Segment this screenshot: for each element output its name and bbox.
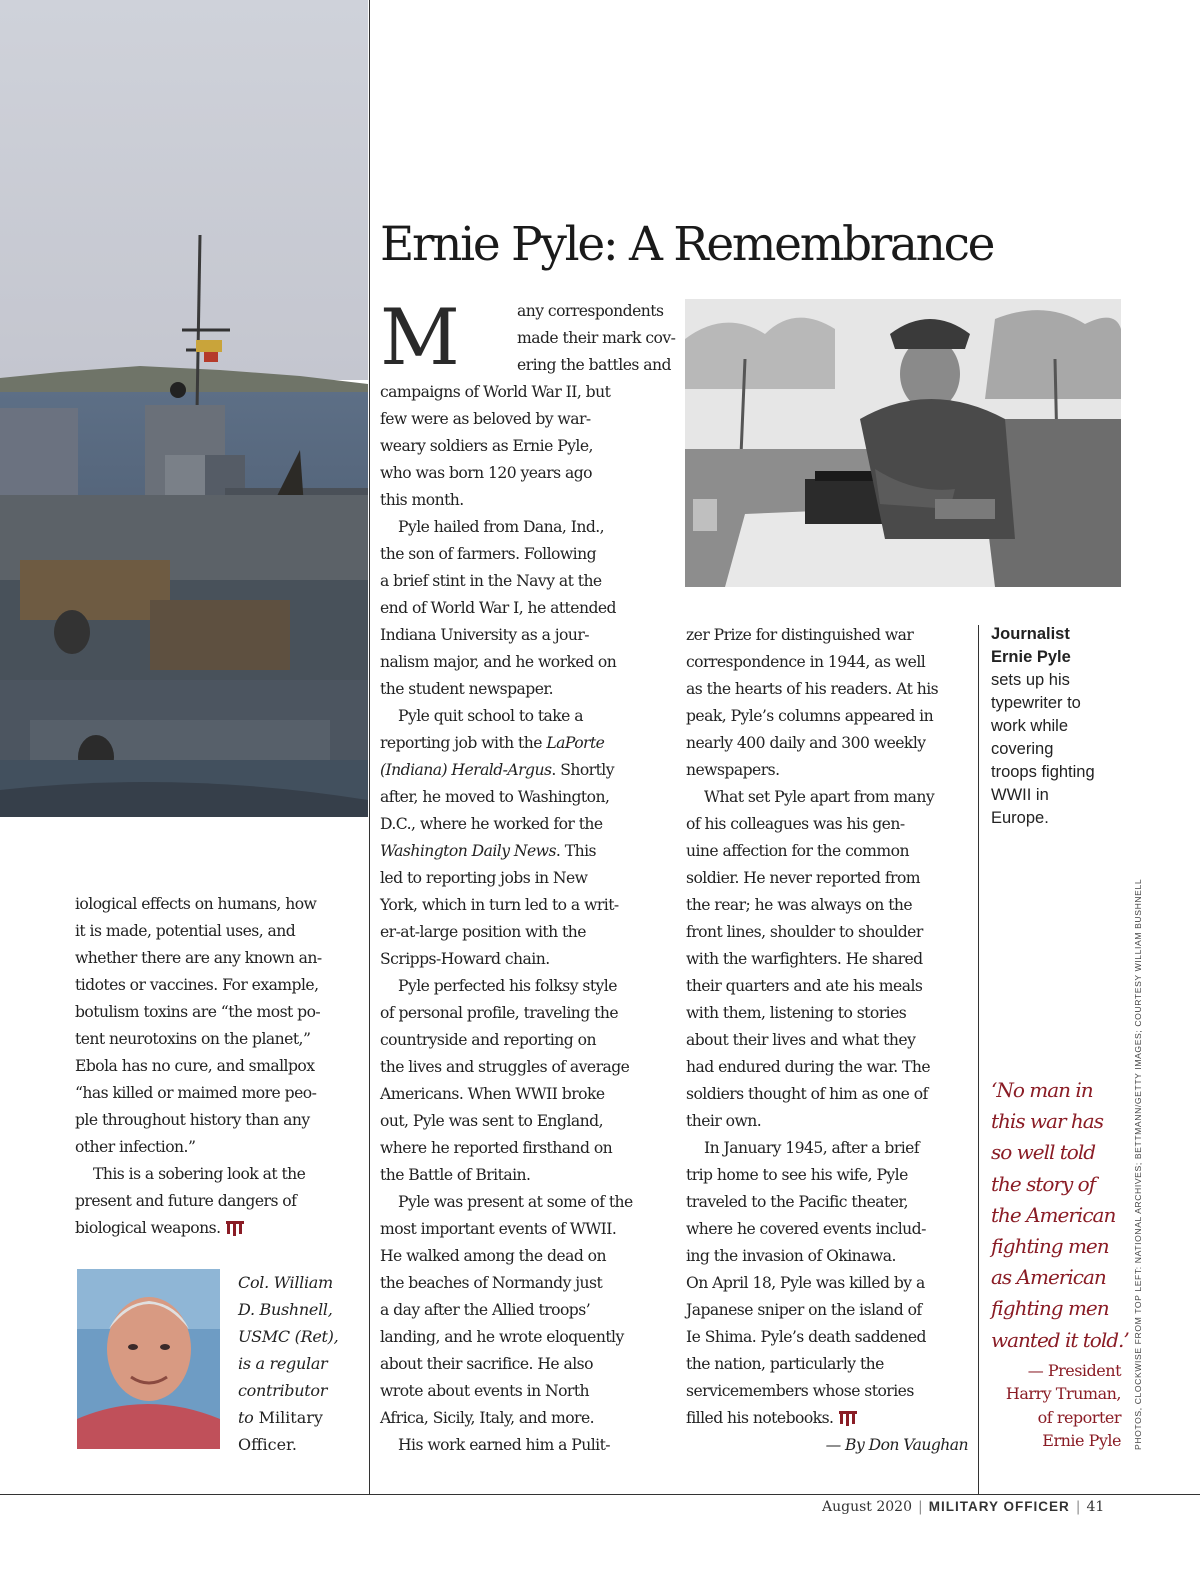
author-photo: [77, 1269, 220, 1449]
text-line: a day after the Allied troops’: [380, 1301, 591, 1319]
text-line: [75, 1215, 360, 1242]
text-line: newspapers.: [686, 761, 780, 779]
text-line: countryside and reporting on: [380, 1031, 596, 1049]
bio-line: is a regular: [238, 1354, 328, 1373]
quote-line: fighting men: [991, 1296, 1109, 1321]
text-line: Pyle hailed from Dana, Ind.,: [398, 518, 605, 536]
landing-craft-photo: [0, 0, 368, 817]
text-line: this month.: [380, 491, 464, 509]
ernie-pyle-photo: [685, 299, 1121, 587]
text-line: their own.: [686, 1112, 762, 1130]
paragraph: [75, 1161, 360, 1242]
text-line: led to reporting jobs in New: [380, 869, 588, 887]
text-line: His work earned him a Pulit-: [398, 1436, 611, 1454]
paragraph: [380, 514, 670, 703]
text-line: the student newspaper.: [380, 680, 553, 698]
text-line: the son of farmers. Following: [380, 545, 597, 563]
pull-quote-attribution: [991, 1359, 1121, 1453]
text-line: nalism major, and he worked on: [380, 653, 617, 671]
caption-lead: Ernie Pyle: [991, 648, 1071, 666]
pull-quote: [991, 1075, 1129, 1453]
text-line: On April 18, Pyle was killed by a: [686, 1274, 925, 1292]
text-line: He walked among the dead on: [380, 1247, 607, 1265]
bio-line: D. Bushnell,: [238, 1300, 333, 1319]
text-line: where he covered events includ-: [686, 1220, 926, 1238]
quote-line: ‘No man in: [991, 1078, 1093, 1102]
text-line: it is made, potential uses, and: [75, 922, 296, 940]
text-line: of personal profile, traveling the: [380, 1004, 619, 1022]
text-line: their quarters and ate his meals: [686, 977, 923, 995]
text-line: [686, 1405, 976, 1432]
text-line: Japanese sniper on the island of: [686, 1301, 922, 1319]
text-line: Scripps-Howard chain.: [380, 950, 550, 968]
text-line: This is a sobering look at the: [93, 1165, 306, 1183]
text-line: botulism toxins are “the most po-: [75, 1003, 321, 1021]
caption-line: typewriter to: [991, 694, 1081, 712]
quote-line: wanted it told.’: [991, 1327, 1129, 1352]
caption-line: troops fighting: [991, 763, 1095, 781]
text-line: about their sacrifice. He also: [380, 1355, 593, 1373]
column-rule-right: [978, 625, 979, 1494]
text-line: most important events of WWII.: [380, 1220, 617, 1238]
bio-line: Col. William: [238, 1273, 333, 1292]
text-line: where he reported firsthand on: [380, 1139, 613, 1157]
paragraph: [686, 622, 976, 784]
text-run: reporting job with the: [380, 734, 547, 752]
text-line: out, Pyle was sent to England,: [380, 1112, 603, 1130]
text-line: made their mark cov-: [517, 329, 676, 347]
paragraph: [380, 973, 670, 1189]
text-line: after, he moved to Washington,: [380, 788, 610, 806]
byline: [686, 1432, 968, 1459]
drop-cap: M: [380, 293, 460, 383]
photo-caption: [991, 623, 1121, 830]
attribution-line: Ernie Pyle: [1042, 1431, 1121, 1451]
text-line: correspondence in 1944, as well: [686, 653, 926, 671]
text-line: soldier. He never reported from: [686, 869, 921, 887]
text-line: Americans. When WWII broke: [380, 1085, 605, 1103]
text-line: “has killed or maimed more peo-: [75, 1084, 317, 1102]
text-run: . Shortly: [551, 761, 615, 779]
text-run: biological weapons.: [75, 1219, 221, 1237]
text-line: other infection.”: [75, 1138, 196, 1156]
text-line: [380, 730, 670, 757]
text-line: with the warfighters. He shared: [686, 950, 923, 968]
text-line: ple throughout history than any: [75, 1111, 310, 1129]
pull-quote-text: [991, 1075, 1129, 1356]
text-line: peak, Pyle’s columns appeared in: [686, 707, 934, 725]
text-line: uine affection for the common: [686, 842, 909, 860]
text-line: campaigns of World War II, but: [380, 383, 611, 401]
photo-credits: PHOTOS, CLOCKWISE FROM TOP LEFT: NATIONAL ARCHIVES; BETTMANN/GETTY IMAGES; COURTESY WILLIAM BUSHNELL: [1133, 878, 1143, 1450]
text-line: with them, listening to stories: [686, 1004, 907, 1022]
quote-line: as American: [991, 1265, 1106, 1290]
text-run: . This: [555, 842, 596, 860]
magazine-name: Military: [258, 1408, 323, 1427]
end-mark-icon: [839, 1411, 857, 1427]
text-line: Africa, Sicily, Italy, and more.: [380, 1409, 595, 1427]
text-line: the nation, particularly the: [686, 1355, 884, 1373]
text-line: the beaches of Normandy just: [380, 1274, 603, 1292]
text-line: about their lives and what they: [686, 1031, 916, 1049]
page-footer: [822, 1499, 1104, 1515]
newspaper-name: (Indiana) Herald-Argus: [380, 761, 552, 779]
bio-line: [238, 1404, 338, 1431]
bio-line: contributor: [238, 1381, 328, 1400]
author-bio: [238, 1269, 338, 1458]
quote-line: fighting men: [991, 1234, 1109, 1259]
text-line: the Battle of Britain.: [380, 1166, 531, 1184]
caption-lead: Journalist: [991, 625, 1070, 643]
text-line: front lines, shoulder to shoulder: [686, 923, 923, 941]
quote-line: so well told: [991, 1140, 1096, 1165]
quote-line: this war has: [991, 1109, 1103, 1134]
text-run: filled his notebooks.: [686, 1409, 834, 1427]
caption-line: covering: [991, 740, 1054, 758]
text-line: wrote about events in North: [380, 1382, 590, 1400]
attribution-line: Harry Truman,: [1005, 1384, 1121, 1404]
bio-text: to: [238, 1408, 254, 1427]
text-line: ering the battles and: [517, 356, 671, 374]
caption-line: Europe.: [991, 809, 1049, 827]
text-line: a brief stint in the Navy at the: [380, 572, 602, 590]
text-line: weary soldiers as Ernie Pyle,: [380, 437, 593, 455]
newspaper-name: Washington Daily News: [380, 842, 556, 860]
text-line: the lives and struggles of average: [380, 1058, 630, 1076]
text-line: Ebola has no cure, and smallpox: [75, 1057, 315, 1075]
text-line: York, which in turn led to a writ-: [380, 896, 619, 914]
text-line: What set Pyle apart from many: [704, 788, 935, 806]
text-line: as the hearts of his readers. At his: [686, 680, 939, 698]
paragraph: [75, 891, 360, 1161]
text-line: whether there are any known an-: [75, 949, 322, 967]
text-line: trip home to see his wife, Pyle: [686, 1166, 908, 1184]
footer-separator: |: [918, 1499, 923, 1515]
text-line: tidotes or vaccines. For example,: [75, 976, 319, 994]
issue-date: August 2020: [822, 1499, 912, 1515]
text-line: had endured during the war. The: [686, 1058, 931, 1076]
paragraph: [686, 784, 976, 1135]
text-line: zer Prize for distinguished war: [686, 626, 914, 644]
newspaper-name: LaPorte: [546, 734, 605, 752]
text-line: any correspondents: [517, 302, 664, 320]
article-column-2: [686, 622, 976, 1459]
text-line: In January 1945, after a brief: [704, 1139, 920, 1157]
text-line: Pyle perfected his folksy style: [398, 977, 617, 995]
text-line: Pyle was present at some of the: [398, 1193, 633, 1211]
text-line: ing the invasion of Okinawa.: [686, 1247, 896, 1265]
end-mark-icon: [226, 1221, 244, 1237]
attribution-line: — President: [1027, 1360, 1121, 1380]
text-line: end of World War I, he attended: [380, 599, 616, 617]
quote-line: the story of: [991, 1171, 1096, 1196]
text-line: Indiana University as a jour-: [380, 626, 590, 644]
attribution-line: of reporter: [1037, 1407, 1121, 1427]
text-line: tent neurotoxins on the planet,”: [75, 1030, 311, 1048]
text-line: few were as beloved by war-: [380, 410, 591, 428]
quote-line: the American: [991, 1202, 1116, 1227]
publication-name: MILITARY OFFICER: [928, 1499, 1070, 1514]
text-line: Pyle quit school to take a: [398, 707, 584, 725]
column-rule-left: [369, 0, 370, 1494]
text-line: [380, 838, 670, 865]
text-line: traveled to the Pacific theater,: [686, 1193, 909, 1211]
text-line: D.C., where he worked for the: [380, 815, 603, 833]
text-line: soldiers thought of him as one of: [686, 1085, 928, 1103]
text-line: er-at-large position with the: [380, 923, 586, 941]
caption-line: sets up his: [991, 671, 1070, 689]
text-line: the rear; he was always on the: [686, 896, 913, 914]
text-line: nearly 400 daily and 300 weekly: [686, 734, 926, 752]
article-title: Ernie Pyle: A Remembrance: [380, 217, 994, 272]
text-line: iological effects on humans, how: [75, 895, 317, 913]
article-column-1: [380, 293, 676, 1459]
footer-separator: |: [1075, 1499, 1081, 1515]
text-line: of his colleagues was his gen-: [686, 815, 905, 833]
text-line: servicemembers whose stories: [686, 1382, 914, 1400]
caption-line: WWII in: [991, 786, 1049, 804]
paragraph: [686, 1135, 976, 1432]
footer-rule: [0, 1494, 1200, 1495]
byline-text: — By Don Vaughan: [825, 1436, 968, 1454]
caption-line: work while: [991, 717, 1069, 735]
page-number: 41: [1086, 1499, 1105, 1515]
paragraph-intro: [380, 293, 676, 514]
magazine-name: Officer.: [238, 1435, 298, 1454]
paragraph: [380, 1189, 670, 1432]
paragraph: [380, 1432, 670, 1459]
text-line: present and future dangers of: [75, 1192, 297, 1210]
text-line: Ie Shima. Pyle’s death saddened: [686, 1328, 926, 1346]
text-line: landing, and he wrote eloquently: [380, 1328, 624, 1346]
previous-article-column: [75, 891, 360, 1242]
paragraph: [380, 703, 670, 973]
bio-line: USMC (Ret),: [238, 1327, 339, 1346]
text-line: who was born 120 years ago: [380, 464, 593, 482]
text-line: [380, 757, 670, 784]
